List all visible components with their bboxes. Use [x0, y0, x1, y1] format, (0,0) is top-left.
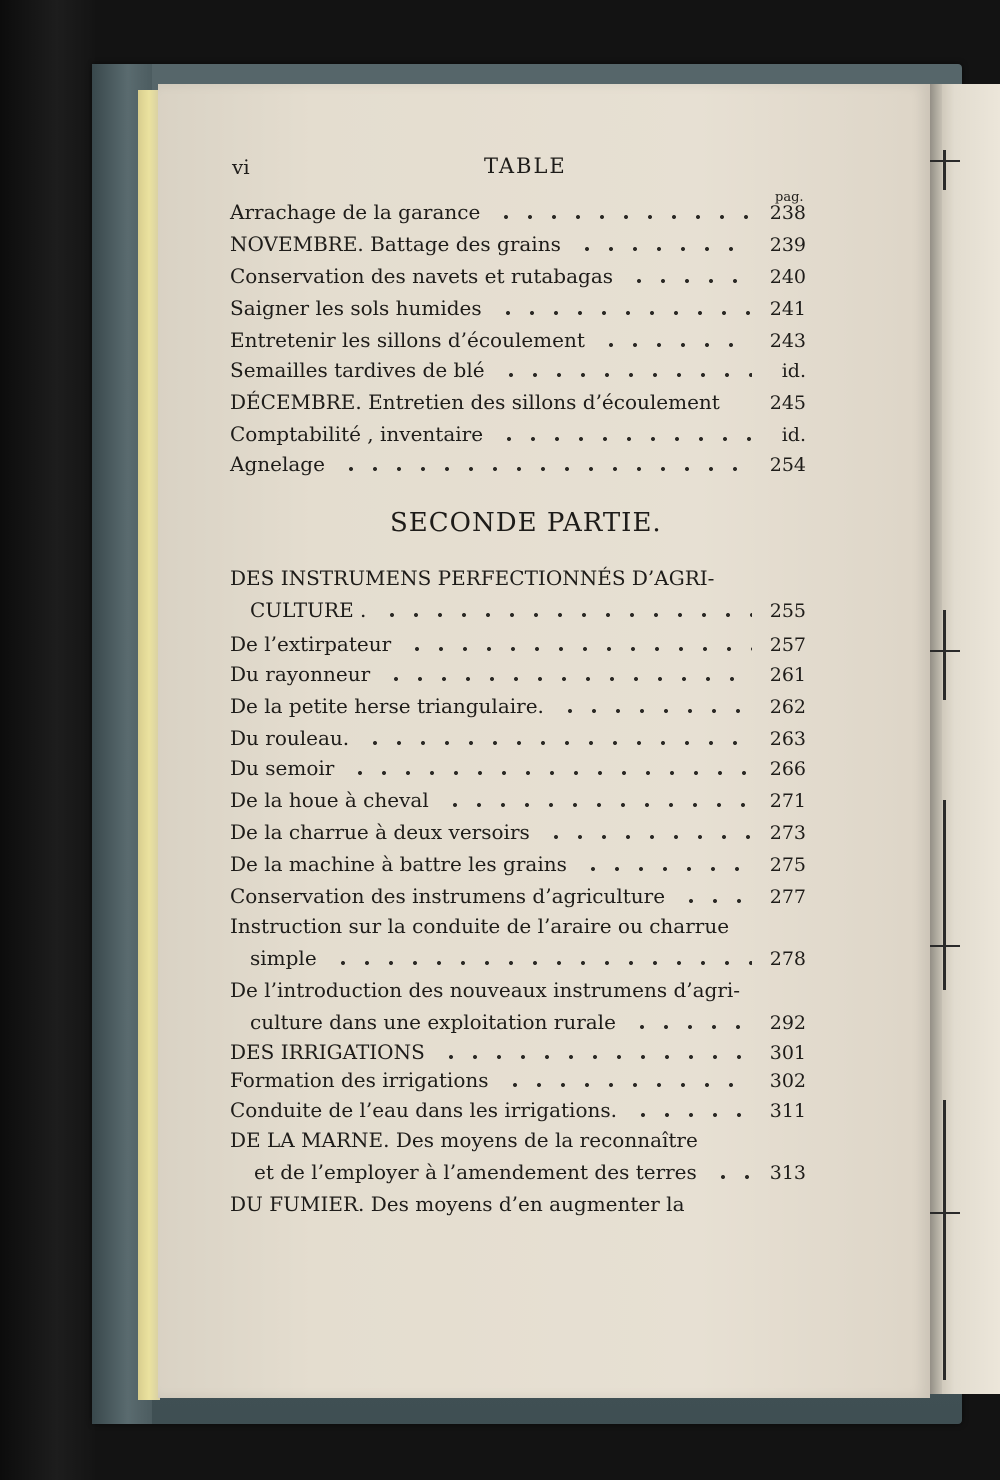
toc-entry-label: Du rayonneur [230, 662, 371, 686]
dot-leader [631, 1113, 752, 1117]
toc-entry-label: DÉCEMBRE. Entretien des sillons d’écoulement [230, 390, 720, 414]
dot-leader [380, 613, 752, 617]
toc-entry-label: De l’introduction des nouveaux instrumens d’agri- [230, 978, 741, 1002]
toc-entry-page: 273 [769, 822, 806, 844]
section-title: SECONDE PARTIE. [390, 508, 662, 538]
toc-entry-page: 245 [769, 392, 806, 414]
dot-leader [331, 961, 752, 965]
toc-entry-page: 262 [769, 696, 806, 718]
dot-leader [348, 771, 752, 775]
toc-entry-page: 277 [769, 886, 806, 908]
page-edge [138, 90, 160, 1400]
toc-entry-label: Conduite de l’eau dans les irrigations. [230, 1098, 617, 1122]
toc-entry-page: 240 [769, 266, 806, 288]
dot-leader [384, 677, 752, 681]
toc-entry-page: 255 [769, 600, 806, 622]
toc-entry-page: 263 [769, 728, 806, 750]
pag-label: pag. [775, 190, 804, 205]
toc-entry-page: 271 [769, 790, 806, 812]
toc-entry-page: 311 [769, 1100, 806, 1122]
toc-entry-label: Formation des irrigations [230, 1068, 489, 1092]
toc-entry-label: Du rouleau. [230, 726, 350, 750]
toc-entry-label: DE LA MARNE. Des moyens de la reconnaître [230, 1128, 698, 1152]
toc-entry-page: 301 [769, 1042, 806, 1064]
toc-entry-label: DES IRRIGATIONS [230, 1040, 425, 1064]
toc-entry-label: De la petite herse triangulaire. [230, 694, 544, 718]
toc-entry-page: 241 [769, 298, 806, 320]
toc-entry-label: Comptabilité , inventaire [230, 422, 484, 446]
toc-entry-label: DU FUMIER. Des moyens d’en augmenter la [230, 1192, 685, 1216]
toc-entry-label: NOVEMBRE. Battage des grains [230, 232, 561, 256]
toc-entry-label: De la charrue à deux versoirs [230, 820, 530, 844]
toc-entry-page: id. [781, 360, 806, 382]
toc-entry-label: De la houe à cheval [230, 788, 429, 812]
toc-entry-label: Agnelage [230, 452, 325, 476]
toc-entry-label: Entretenir les sillons d’écoulement [230, 328, 585, 352]
toc-entry-page: 239 [769, 234, 806, 256]
toc-entry-label: Semailles tardives de blé [230, 358, 485, 382]
background-left [0, 0, 95, 1480]
toc-entry-label: De l’extirpateur [230, 632, 392, 656]
dot-leader [679, 899, 752, 903]
dot-leader [503, 1083, 752, 1087]
toc-entry-page: 261 [769, 664, 806, 686]
dot-leader [558, 709, 752, 713]
toc-entry-page: 266 [769, 758, 806, 780]
dot-leader [627, 279, 752, 283]
gutter-shadow [928, 84, 942, 1394]
dot-leader [363, 741, 752, 745]
toc-entry-page: 257 [769, 634, 806, 656]
toc-entry-label: Arrachage de la garance [230, 200, 481, 224]
dot-leader [439, 1055, 752, 1059]
toc-entry-label: De la machine à battre les grains [230, 852, 567, 876]
dot-leader [496, 311, 752, 315]
toc-entry-label: Conservation des navets et rutabagas [230, 264, 614, 288]
toc-entry-label: Saigner les sols humides [230, 296, 482, 320]
dot-leader [499, 373, 752, 377]
dot-leader [581, 867, 752, 871]
toc-entry-page: 243 [769, 330, 806, 352]
dot-leader [630, 1025, 752, 1029]
dot-leader [494, 215, 752, 219]
dot-leader [575, 247, 752, 251]
toc-entry-page: 292 [769, 1012, 806, 1034]
binding-thread [943, 1100, 946, 1380]
toc-entry-label: Instruction sur la conduite de l’araire ou charrue [230, 914, 730, 938]
dot-leader [405, 647, 752, 651]
toc-entry-page: id. [781, 424, 806, 446]
toc-entry-label: simple [250, 946, 317, 970]
page-title: TABLE [484, 154, 567, 178]
toc-entry-label: Du semoir [230, 756, 335, 780]
toc-entry-label: CULTURE . [250, 598, 367, 622]
dot-leader [711, 1175, 752, 1179]
toc-entry-label: Conservation des instrumens d’agriculture [230, 884, 666, 908]
toc-entry-page: 254 [769, 454, 806, 476]
binding-thread [943, 610, 946, 700]
toc-entry-label: DES INSTRUMENS PERFECTIONNÉS D’AGRI- [230, 566, 715, 590]
toc-entry-page: 238 [769, 202, 806, 224]
toc-entry-label: et de l’employer à l’amendement des terres [254, 1160, 697, 1184]
dot-leader [599, 343, 752, 347]
toc-entry-page: 313 [769, 1162, 806, 1184]
toc-entry-label: culture dans une exploitation rurale [250, 1010, 616, 1034]
page-number-roman: vi [232, 155, 250, 179]
dot-leader [544, 835, 752, 839]
dot-leader [497, 437, 752, 441]
toc-entry-page: 278 [769, 948, 806, 970]
binding-thread [943, 150, 946, 190]
dot-leader [339, 467, 752, 471]
toc-entry-page: 275 [769, 854, 806, 876]
dot-leader [443, 803, 752, 807]
binding-thread [943, 800, 946, 990]
toc-entry-page: 302 [769, 1070, 806, 1092]
